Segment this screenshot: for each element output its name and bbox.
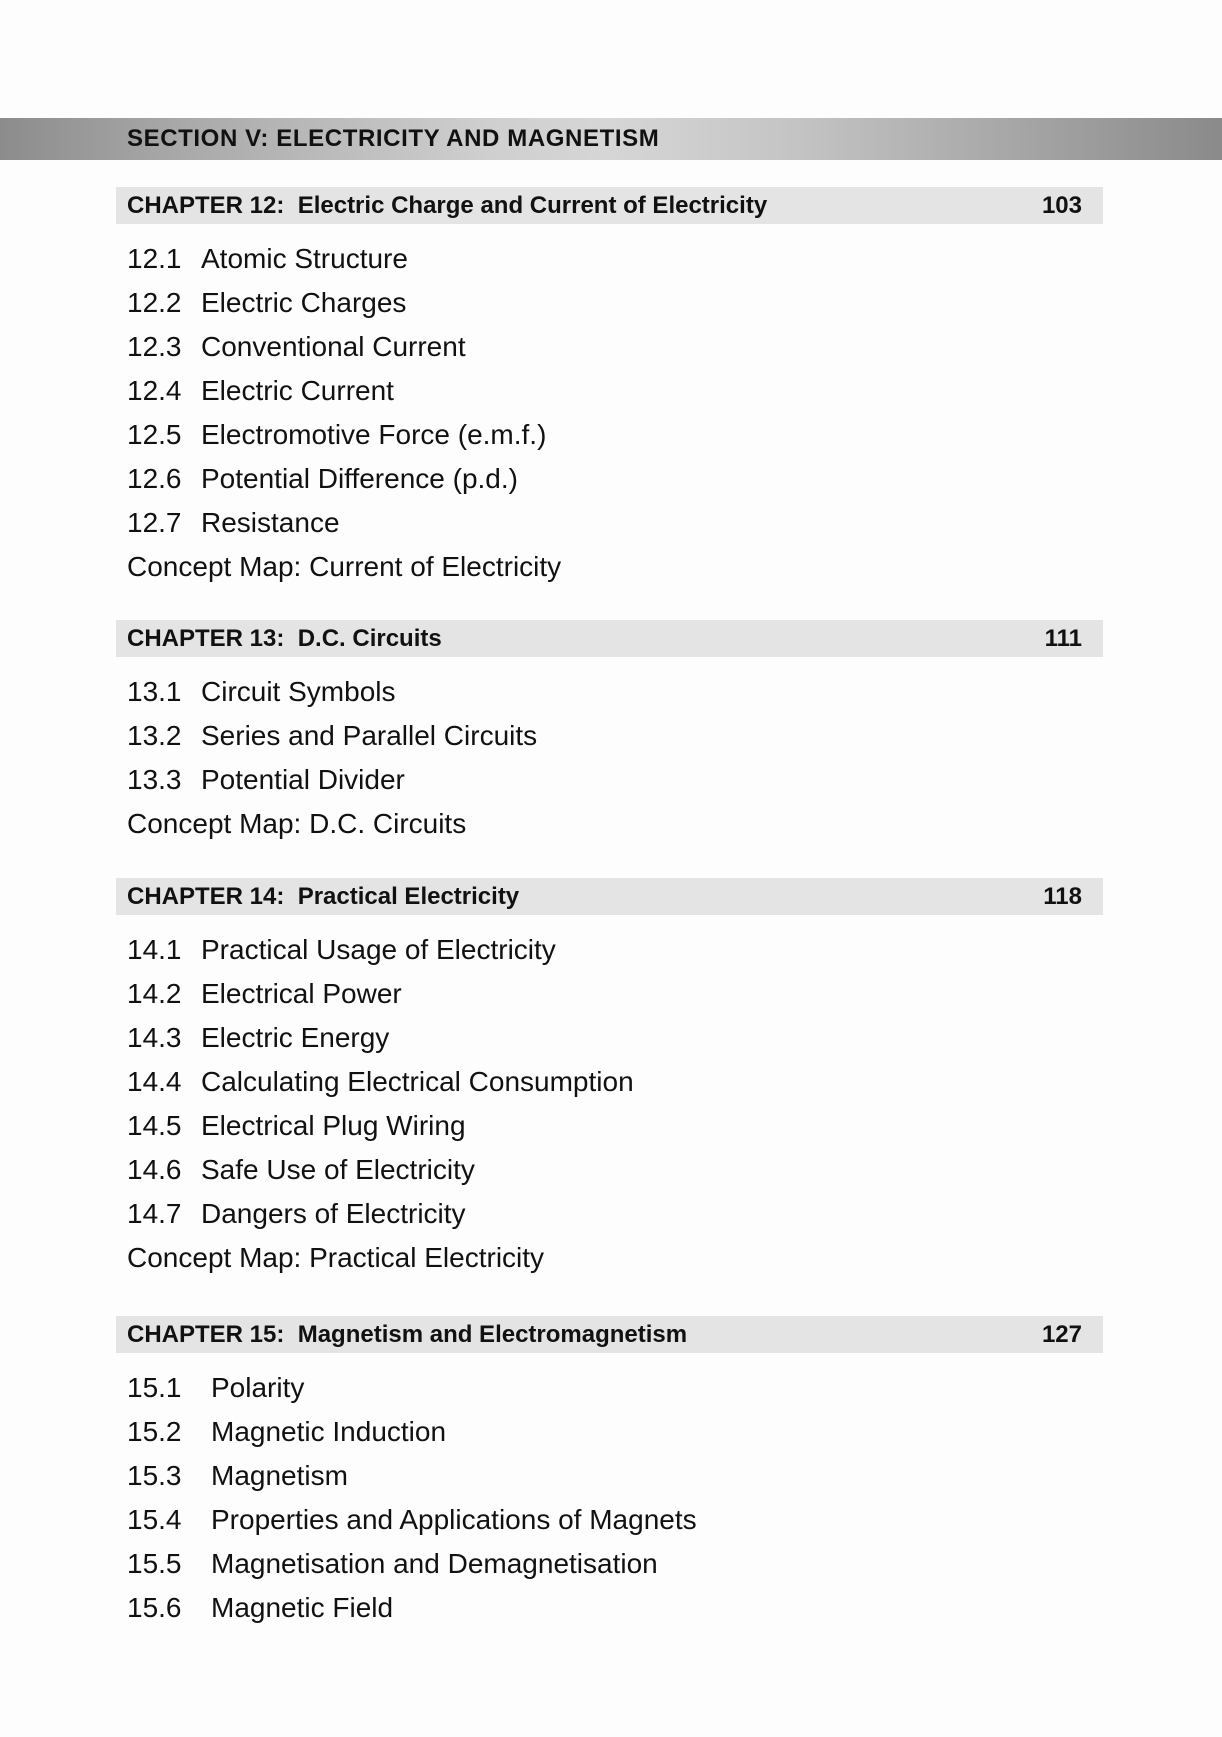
topic-number: 15.4 [127,1504,182,1535]
topic-number: 12.7 [127,507,182,538]
chapter-header[interactable] [116,878,1103,915]
concept-map-title: Concept Map: Current of Electricity [127,551,562,582]
topic-item[interactable] [127,760,537,804]
topic-title: Series and Parallel Circuits [201,720,538,751]
topic-item[interactable] [127,930,634,974]
topic-title: Polarity [211,1372,305,1403]
topic-list [127,239,561,591]
topic-item[interactable] [127,1544,697,1588]
topic-number: 15.1 [127,1372,182,1403]
chapter-page-number: 103 [1041,192,1082,219]
section-title: SECTION V: ELECTRICITY AND MAGNETISM [127,125,660,152]
topic-number: 12.2 [127,287,182,318]
topic-number: 14.3 [127,1022,182,1053]
chapter-title: CHAPTER 13: D.C. Circuits [127,625,442,652]
topic-item[interactable] [127,239,561,283]
topic-title: Calculating Electrical Consumption [201,1066,634,1097]
chapter-page-number: 118 [1043,883,1082,910]
topic-item[interactable] [127,1500,697,1544]
topic-title: Electrical Plug Wiring [201,1110,466,1141]
topic-title: Magnetic Induction [211,1416,447,1447]
concept-map-item[interactable] [127,804,537,848]
topic-number: 14.2 [127,978,182,1009]
topic-number: 14.1 [127,934,182,965]
topic-item[interactable] [127,327,561,371]
topic-title: Safe Use of Electricity [201,1154,475,1185]
topic-item[interactable] [127,503,561,547]
topic-item[interactable] [127,1018,634,1062]
topic-title: Magnetisation and Demagnetisation [211,1548,658,1579]
topic-item[interactable] [127,283,561,327]
topic-title: Electromotive Force (e.m.f.) [201,419,547,450]
chapter-title: CHAPTER 14: Practical Electricity [127,883,520,910]
topic-title: Electrical Power [201,978,402,1009]
topic-title: Atomic Structure [201,243,408,274]
topic-number: 15.6 [127,1592,182,1623]
topic-item[interactable] [127,1150,634,1194]
topic-title: Potential Difference (p.d.) [201,463,518,494]
topic-list [127,1368,697,1632]
topic-number: 13.2 [127,720,182,751]
topic-title: Conventional Current [201,331,466,362]
topic-item[interactable] [127,1194,634,1238]
topic-item[interactable] [127,415,561,459]
topic-title: Resistance [201,507,340,538]
topic-number: 12.3 [127,331,182,362]
chapter-page-number: 111 [1044,625,1082,652]
topic-item[interactable] [127,1456,697,1500]
topic-title: Electric Current [201,375,394,406]
topic-title: Electric Charges [201,287,407,318]
topic-number: 12.6 [127,463,182,494]
topic-title: Properties and Applications of Magnets [211,1504,697,1535]
topic-title: Magnetic Field [211,1592,394,1623]
topic-number: 14.7 [127,1198,182,1229]
section-header [0,118,1222,160]
topic-number: 15.3 [127,1460,182,1491]
topic-title: Electric Energy [201,1022,390,1053]
chapter-title: CHAPTER 12: Electric Charge and Current of Electricity [127,192,768,219]
topic-item[interactable] [127,371,561,415]
chapter-page-number: 127 [1041,1321,1082,1348]
chapter-header[interactable] [116,620,1103,657]
chapter-title: CHAPTER 15: Magnetism and Electromagnetism [127,1321,688,1348]
topic-title: Practical Usage of Electricity [201,934,556,965]
chapter-header[interactable] [116,187,1103,224]
topic-item[interactable] [127,716,537,760]
concept-map-item[interactable] [127,547,561,591]
topic-item[interactable] [127,1368,697,1412]
topic-item[interactable] [127,672,537,716]
topic-number: 14.4 [127,1066,182,1097]
topic-title: Magnetism [211,1460,348,1491]
topic-list [127,672,537,848]
chapter-header[interactable] [116,1316,1103,1353]
topic-title: Dangers of Electricity [201,1198,466,1229]
topic-item[interactable] [127,1106,634,1150]
topic-number: 12.1 [127,243,182,274]
topic-item[interactable] [127,1412,697,1456]
topic-item[interactable] [127,974,634,1018]
topic-number: 14.6 [127,1154,182,1185]
topic-title: Circuit Symbols [201,676,396,707]
topic-number: 13.1 [127,676,182,707]
topic-item[interactable] [127,1062,634,1106]
topic-item[interactable] [127,459,561,503]
topic-item[interactable] [127,1588,697,1632]
topic-number: 15.5 [127,1548,182,1579]
topic-list [127,930,634,1282]
topic-title: Potential Divider [201,764,405,795]
topic-number: 12.4 [127,375,182,406]
concept-map-item[interactable] [127,1238,634,1282]
topic-number: 13.3 [127,764,182,795]
topic-number: 12.5 [127,419,182,450]
topic-number: 15.2 [127,1416,182,1447]
concept-map-title: Concept Map: D.C. Circuits [127,808,467,839]
concept-map-title: Concept Map: Practical Electricity [127,1242,545,1273]
topic-number: 14.5 [127,1110,182,1141]
